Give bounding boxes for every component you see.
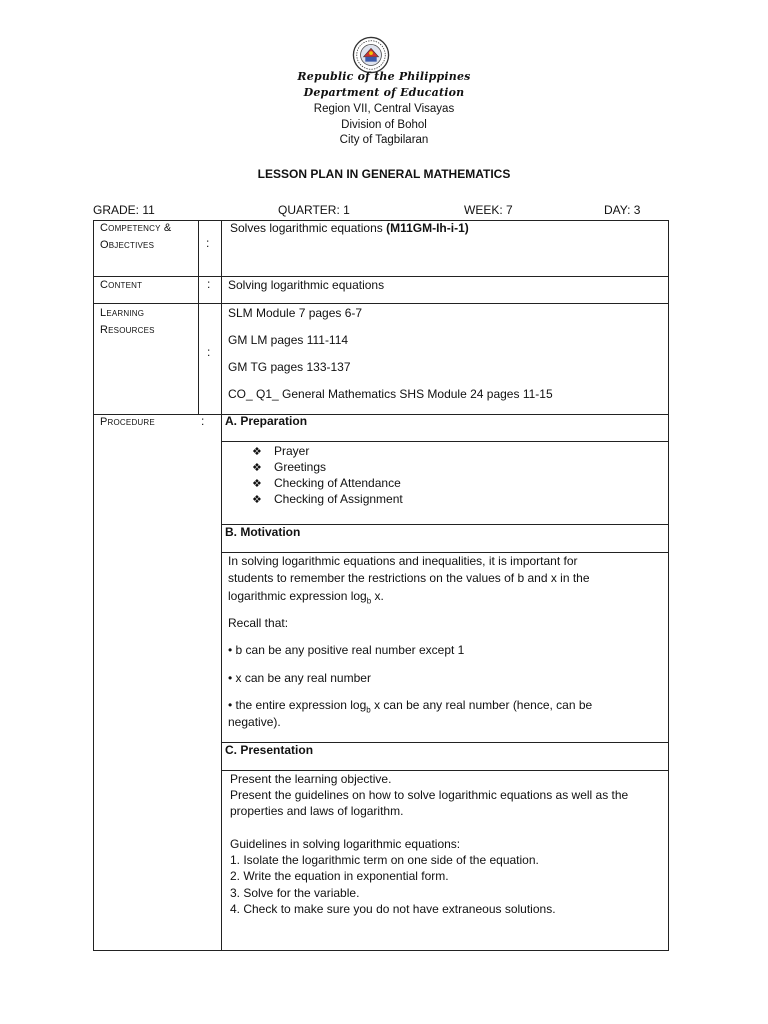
- quarter-label: QUARTER: 1: [278, 203, 350, 217]
- motivation-paragraph: students to remember the restrictions on the values of b and x in the: [228, 571, 590, 585]
- presentation-line: Present the learning objective.: [230, 772, 392, 786]
- page-title: LESSON PLAN IN GENERAL MATHEMATICS: [257, 167, 511, 181]
- procedure-colon: :: [201, 414, 205, 428]
- diamond-bullet-icon: ❖: [252, 446, 262, 458]
- resource-item: SLM Module 7 pages 6-7: [228, 306, 363, 320]
- presentation-line: 2. Write the equation in exponential form.: [230, 869, 449, 883]
- diamond-bullet-icon: ❖: [252, 494, 262, 506]
- resource-item: GM LM pages 111-114: [228, 333, 349, 347]
- list-item: ❖ Prayer: [252, 444, 310, 458]
- presentation-line: properties and laws of logarithm.: [230, 804, 404, 818]
- diamond-bullet-icon: ❖: [252, 462, 262, 474]
- week-label: WEEK: 7: [464, 203, 513, 217]
- presentation-line: 1. Isolate the logarithmic term on one side of the equation.: [230, 853, 539, 867]
- list-item: ❖ Checking of Assignment: [252, 492, 403, 506]
- competency-colon: :: [206, 236, 210, 250]
- grade-label: GRADE: 11: [93, 203, 155, 217]
- division-line: Division of Bohol: [341, 119, 427, 131]
- recall-text: Recall that:: [228, 616, 289, 630]
- presentation-line: 4. Check to make sure you do not have extraneous solutions.: [230, 902, 556, 916]
- preparation-list: [252, 443, 403, 507]
- resource-item: GM TG pages 133-137: [228, 360, 351, 374]
- region-line: Region VII, Central Visayas: [313, 103, 455, 115]
- presentation-heading: C. Presentation: [225, 743, 314, 757]
- competency-text: Solves logarithmic equations (M11GM-Ih-i-1): [230, 221, 469, 235]
- list-item: ❖ Checking of Attendance: [252, 476, 401, 490]
- content-text: Solving logarithmic equations: [228, 278, 385, 292]
- resource-item: CO_ Q1_ General Mathematics SHS Module 24 pages 11-15: [228, 387, 553, 401]
- republic-line: Republic of the Philippines: [297, 70, 471, 83]
- competency-label: Competency & Objectives: [100, 222, 172, 251]
- presentation-line: Present the guidelines on how to solve logarithmic equations as well as the: [230, 788, 629, 802]
- recall-bullet: • b can be any positive real number except 1: [228, 643, 465, 657]
- presentation-line: Guidelines in solving logarithmic equations:: [230, 837, 461, 851]
- day-label: DAY: 3: [604, 203, 641, 217]
- presentation-line: 3. Solve for the variable.: [230, 886, 360, 900]
- resources-colon: :: [207, 345, 211, 359]
- content-colon: :: [207, 277, 211, 291]
- motivation-paragraph: In solving logarithmic equations and inequalities, it is important for: [228, 554, 578, 568]
- department-line: Department of Education: [303, 86, 465, 99]
- content-label: Content: [100, 279, 143, 291]
- list-item: ❖ Greetings: [252, 460, 327, 474]
- motivation-heading: B. Motivation: [225, 525, 301, 539]
- resources-label: Learning Resources: [100, 307, 155, 336]
- preparation-heading: A. Preparation: [225, 414, 308, 428]
- procedure-label: Procedure: [100, 416, 155, 428]
- competency-code: (M11GM-Ih-i-1): [386, 221, 469, 235]
- city-line: City of Tagbilaran: [339, 134, 429, 146]
- recall-bullet: • the entire expression $\log_b x$ can be any real number (hence, can be: [228, 698, 593, 715]
- diamond-bullet-icon: ❖: [252, 478, 262, 490]
- motivation-paragraph: logarithmic expression $\log_b x$.: [228, 589, 384, 606]
- recall-bullet-continued: negative).: [228, 715, 281, 729]
- recall-bullet: • x can be any real number: [228, 671, 371, 685]
